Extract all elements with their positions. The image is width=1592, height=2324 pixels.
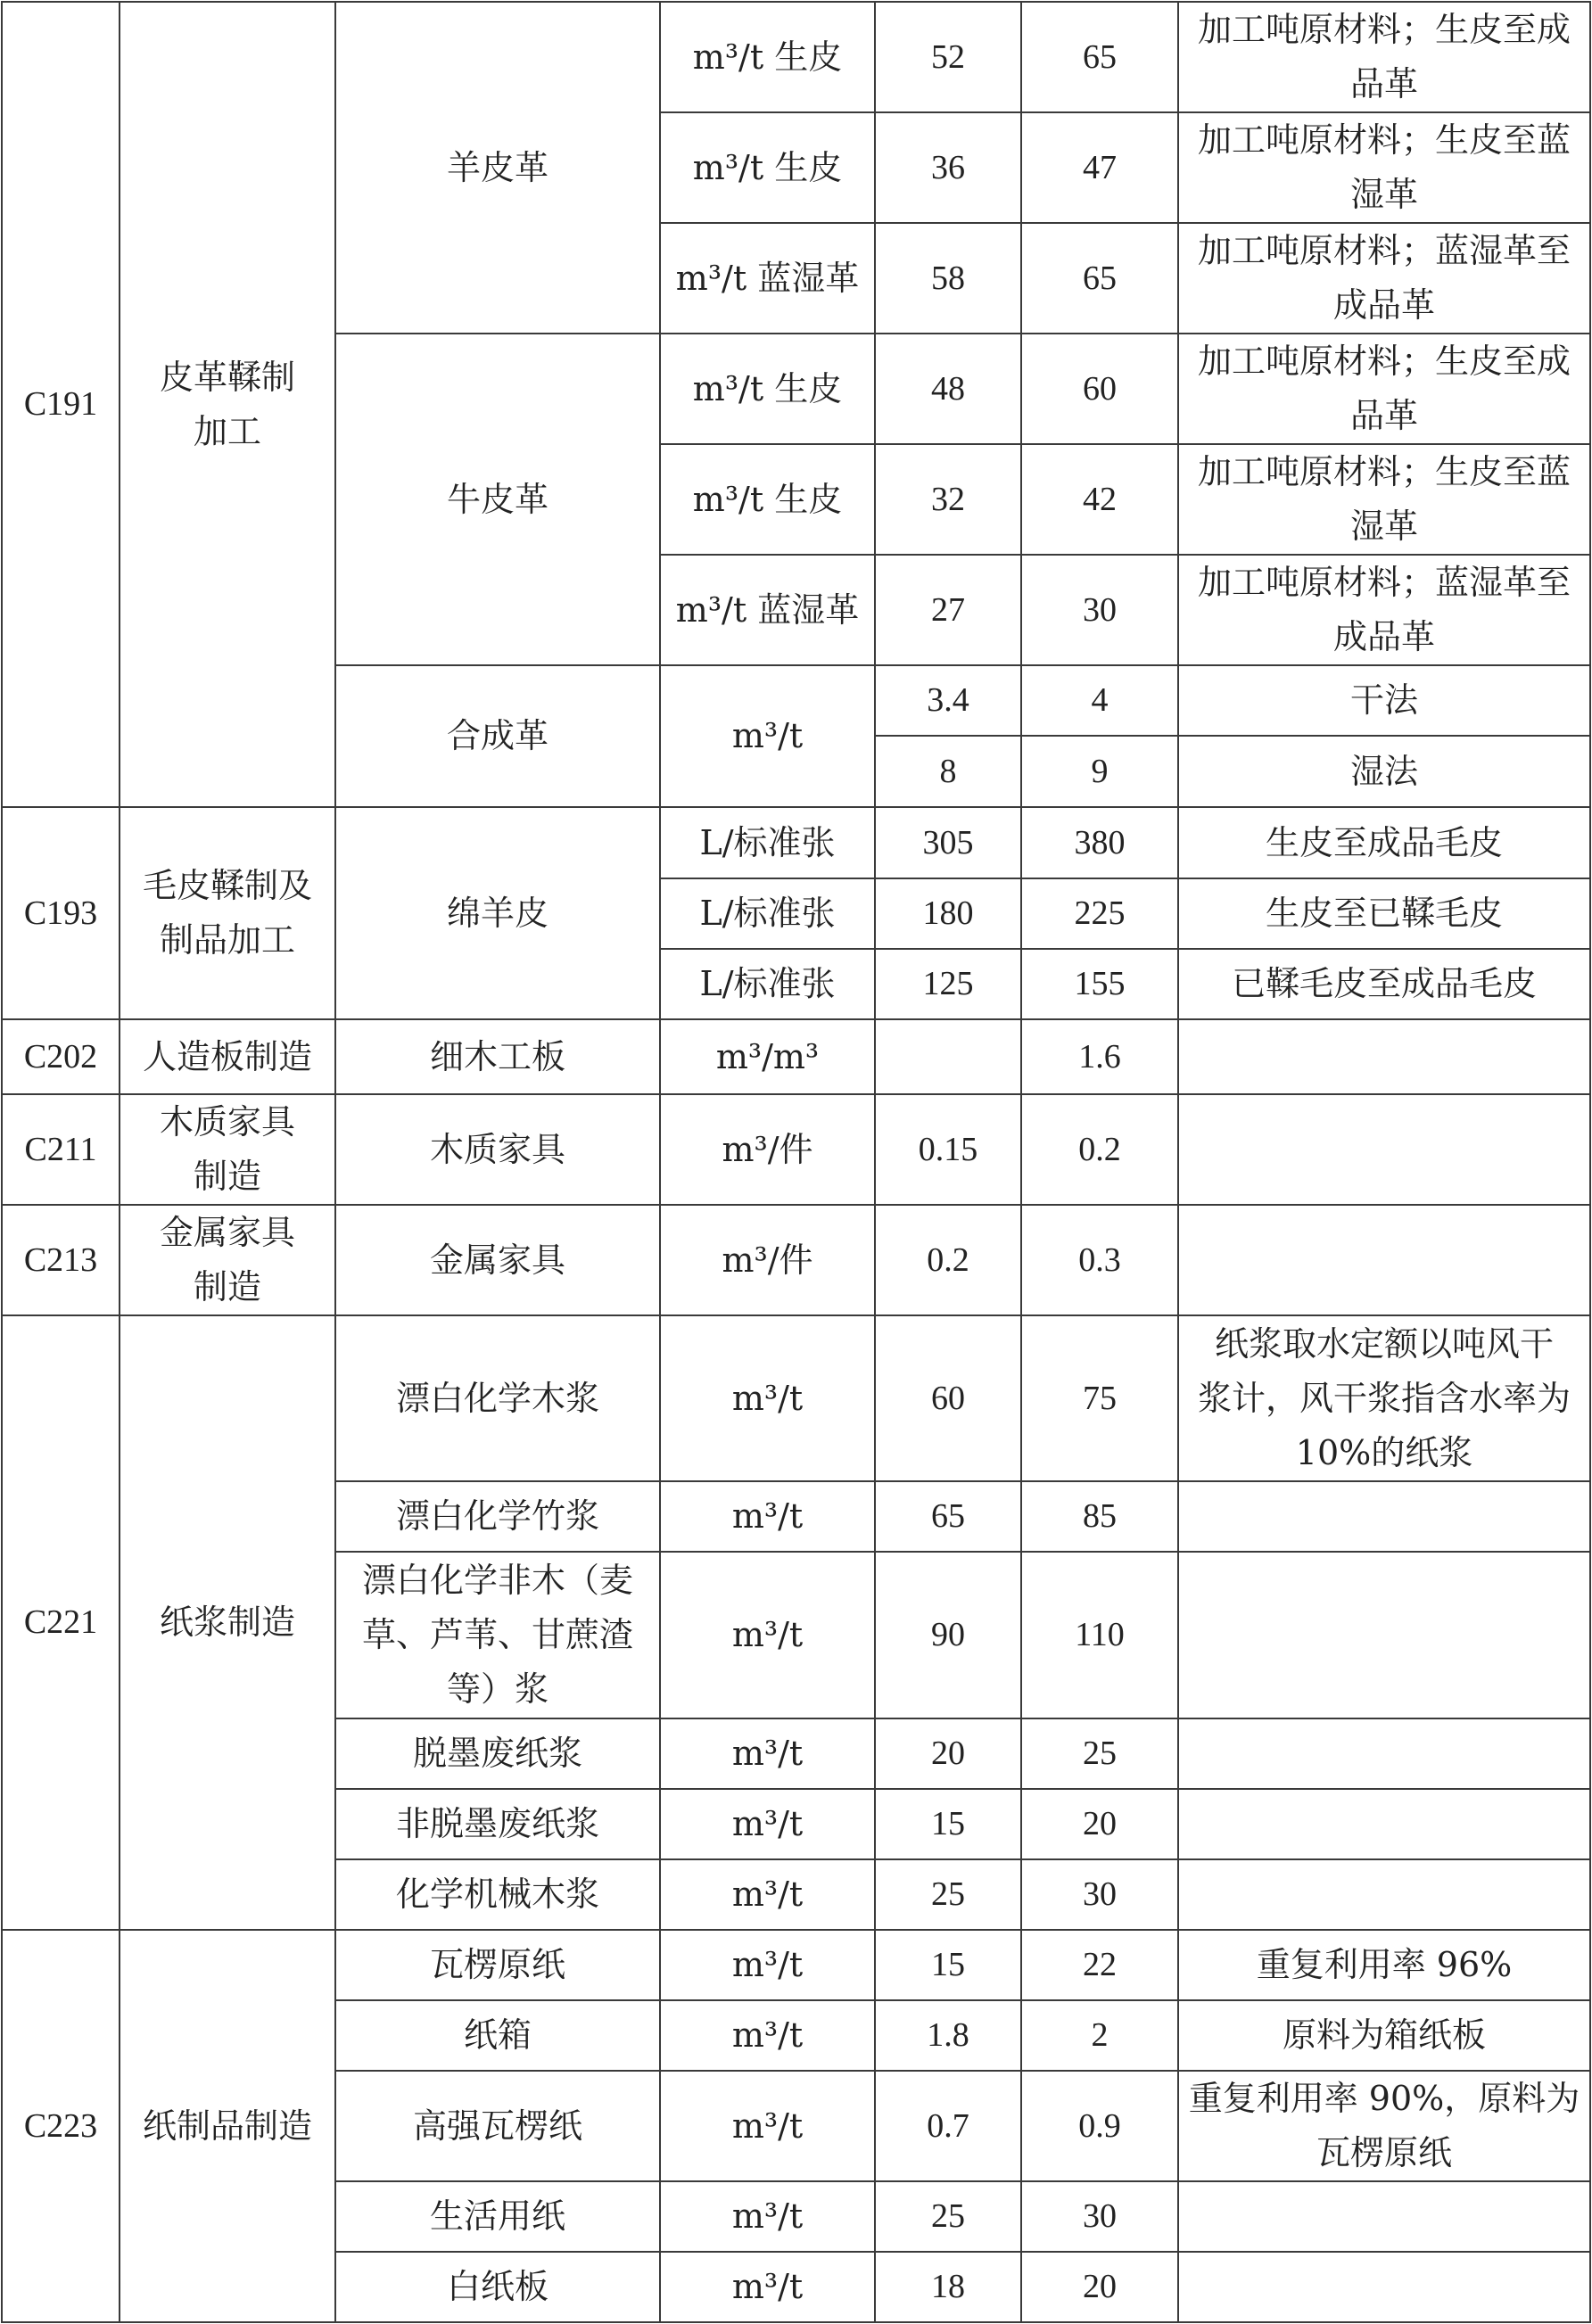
industry-code-cell: C193 — [2, 807, 120, 1019]
note-cell — [1178, 2181, 1590, 2252]
unit-cell: L/标准张 — [660, 807, 875, 878]
unit-cell: m³/t — [660, 2000, 875, 2071]
general-value-cell: 20 — [1021, 1789, 1178, 1859]
product-cell: 漂白化学竹浆 — [335, 1481, 660, 1552]
unit-cell: m³/t — [660, 1552, 875, 1718]
note-cell — [1178, 1859, 1590, 1930]
advanced-value-cell: 48 — [875, 334, 1021, 444]
advanced-value-cell: 20 — [875, 1718, 1021, 1789]
unit-cell: m³/t 生皮 — [660, 444, 875, 555]
table-row — [2, 807, 1590, 878]
industry-name-cell: 金属家具 制造 — [120, 1205, 335, 1315]
product-cell: 细木工板 — [335, 1019, 660, 1094]
general-value-cell: 85 — [1021, 1481, 1178, 1552]
advanced-value-cell: 58 — [875, 223, 1021, 334]
advanced-value-cell: 18 — [875, 2252, 1021, 2322]
unit-cell: m³/t 生皮 — [660, 2, 875, 112]
unit-cell: m³/t — [660, 1481, 875, 1552]
industry-code-cell: C191 — [2, 2, 120, 807]
advanced-value-cell: 0.2 — [875, 1205, 1021, 1315]
note-cell — [1178, 1552, 1590, 1718]
general-value-cell: 1.6 — [1021, 1019, 1178, 1094]
product-cell: 羊皮革 — [335, 2, 660, 334]
note-cell: 加工吨原材料；蓝湿革至 成品革 — [1178, 555, 1590, 665]
product-cell: 金属家具 — [335, 1205, 660, 1315]
general-value-cell: 0.2 — [1021, 1094, 1178, 1205]
unit-cell: m³/t — [660, 2252, 875, 2322]
unit-cell: m³/t — [660, 1789, 875, 1859]
advanced-value-cell: 1.8 — [875, 2000, 1021, 2071]
note-cell: 加工吨原材料；蓝湿革至 成品革 — [1178, 223, 1590, 334]
product-cell: 纸箱 — [335, 2000, 660, 2071]
note-cell: 加工吨原材料；生皮至成 品革 — [1178, 2, 1590, 112]
product-cell: 白纸板 — [335, 2252, 660, 2322]
general-value-cell: 380 — [1021, 807, 1178, 878]
product-cell: 木质家具 — [335, 1094, 660, 1205]
advanced-value-cell: 60 — [875, 1315, 1021, 1481]
advanced-value-cell: 32 — [875, 444, 1021, 555]
note-cell: 重复利用率 96% — [1178, 1930, 1590, 2000]
general-value-cell: 0.3 — [1021, 1205, 1178, 1315]
general-value-cell: 30 — [1021, 555, 1178, 665]
unit-cell: m³/t — [660, 1859, 875, 1930]
unit-cell: m³/t — [660, 2071, 875, 2181]
note-cell — [1178, 1481, 1590, 1552]
product-cell: 漂白化学木浆 — [335, 1315, 660, 1481]
general-value-cell: 60 — [1021, 334, 1178, 444]
note-cell — [1178, 2252, 1590, 2322]
product-cell: 瓦楞原纸 — [335, 1930, 660, 2000]
general-value-cell: 225 — [1021, 878, 1178, 949]
general-value-cell: 75 — [1021, 1315, 1178, 1481]
water-quota-table — [1, 1, 1591, 2323]
advanced-value-cell: 3.4 — [875, 665, 1021, 736]
note-cell: 湿法 — [1178, 736, 1590, 807]
general-value-cell: 110 — [1021, 1552, 1178, 1718]
general-value-cell: 9 — [1021, 736, 1178, 807]
table-row — [2, 1019, 1590, 1094]
general-value-cell: 2 — [1021, 2000, 1178, 2071]
note-cell: 原料为箱纸板 — [1178, 2000, 1590, 2071]
note-cell: 加工吨原材料；生皮至蓝 湿革 — [1178, 112, 1590, 223]
unit-cell: m³/t — [660, 1930, 875, 2000]
industry-code-cell: C202 — [2, 1019, 120, 1094]
industry-name-cell: 纸浆制造 — [120, 1315, 335, 1930]
unit-cell: m³/t — [660, 665, 875, 807]
advanced-value-cell: 90 — [875, 1552, 1021, 1718]
note-cell: 生皮至已鞣毛皮 — [1178, 878, 1590, 949]
general-value-cell: 22 — [1021, 1930, 1178, 2000]
general-value-cell: 155 — [1021, 949, 1178, 1019]
note-cell — [1178, 1205, 1590, 1315]
advanced-value-cell: 25 — [875, 2181, 1021, 2252]
advanced-value-cell: 15 — [875, 1930, 1021, 2000]
advanced-value-cell: 0.15 — [875, 1094, 1021, 1205]
industry-name-cell: 人造板制造 — [120, 1019, 335, 1094]
unit-cell: m³/t 生皮 — [660, 334, 875, 444]
industry-code-cell: C221 — [2, 1315, 120, 1930]
table-row — [2, 1205, 1590, 1315]
table-row — [2, 1930, 1590, 2000]
industry-name-cell: 木质家具 制造 — [120, 1094, 335, 1205]
product-cell: 脱墨废纸浆 — [335, 1718, 660, 1789]
general-value-cell: 30 — [1021, 1859, 1178, 1930]
table-row — [2, 2, 1590, 112]
note-cell — [1178, 1789, 1590, 1859]
industry-code-cell: C223 — [2, 1930, 120, 2322]
product-cell: 牛皮革 — [335, 334, 660, 665]
note-cell: 加工吨原材料；生皮至成 品革 — [1178, 334, 1590, 444]
general-value-cell: 65 — [1021, 223, 1178, 334]
advanced-value-cell: 52 — [875, 2, 1021, 112]
advanced-value-cell: 0.7 — [875, 2071, 1021, 2181]
general-value-cell: 47 — [1021, 112, 1178, 223]
unit-cell: m³/t 蓝湿革 — [660, 555, 875, 665]
general-value-cell: 65 — [1021, 2, 1178, 112]
advanced-value-cell: 8 — [875, 736, 1021, 807]
unit-cell: m³/t — [660, 1315, 875, 1481]
note-cell: 重复利用率 90%，原料为 瓦楞原纸 — [1178, 2071, 1590, 2181]
product-cell: 生活用纸 — [335, 2181, 660, 2252]
advanced-value-cell: 36 — [875, 112, 1021, 223]
note-cell: 加工吨原材料；生皮至蓝 湿革 — [1178, 444, 1590, 555]
note-cell — [1178, 1019, 1590, 1094]
general-value-cell: 0.9 — [1021, 2071, 1178, 2181]
industry-name-cell: 皮革鞣制 加工 — [120, 2, 335, 807]
table-row — [2, 1315, 1590, 1481]
general-value-cell: 20 — [1021, 2252, 1178, 2322]
unit-cell: m³/件 — [660, 1094, 875, 1205]
note-cell: 干法 — [1178, 665, 1590, 736]
general-value-cell: 30 — [1021, 2181, 1178, 2252]
advanced-value-cell: 27 — [875, 555, 1021, 665]
table-row — [2, 1094, 1590, 1205]
general-value-cell: 25 — [1021, 1718, 1178, 1789]
general-value-cell: 42 — [1021, 444, 1178, 555]
advanced-value-cell: 125 — [875, 949, 1021, 1019]
general-value-cell: 4 — [1021, 665, 1178, 736]
unit-cell: m³/件 — [660, 1205, 875, 1315]
advanced-value-cell: 305 — [875, 807, 1021, 878]
product-cell: 非脱墨废纸浆 — [335, 1789, 660, 1859]
advanced-value-cell — [875, 1019, 1021, 1094]
advanced-value-cell: 15 — [875, 1789, 1021, 1859]
product-cell: 合成革 — [335, 665, 660, 807]
unit-cell: m³/t 生皮 — [660, 112, 875, 223]
product-cell: 化学机械木浆 — [335, 1859, 660, 1930]
advanced-value-cell: 180 — [875, 878, 1021, 949]
industry-code-cell: C213 — [2, 1205, 120, 1315]
advanced-value-cell: 25 — [875, 1859, 1021, 1930]
industry-code-cell: C211 — [2, 1094, 120, 1205]
note-cell: 已鞣毛皮至成品毛皮 — [1178, 949, 1590, 1019]
product-cell: 漂白化学非木（麦 草、芦苇、甘蔗渣 等）浆 — [335, 1552, 660, 1718]
unit-cell: L/标准张 — [660, 878, 875, 949]
unit-cell: m³/m³ — [660, 1019, 875, 1094]
unit-cell: m³/t 蓝湿革 — [660, 223, 875, 334]
note-cell: 生皮至成品毛皮 — [1178, 807, 1590, 878]
unit-cell: L/标准张 — [660, 949, 875, 1019]
product-cell: 绵羊皮 — [335, 807, 660, 1019]
unit-cell: m³/t — [660, 1718, 875, 1789]
advanced-value-cell: 65 — [875, 1481, 1021, 1552]
note-cell: 纸浆取水定额以吨风干 浆计，风干浆指含水率为 10%的纸浆 — [1178, 1315, 1590, 1481]
note-cell — [1178, 1094, 1590, 1205]
note-cell — [1178, 1718, 1590, 1789]
unit-cell: m³/t — [660, 2181, 875, 2252]
industry-name-cell: 毛皮鞣制及 制品加工 — [120, 807, 335, 1019]
product-cell: 高强瓦楞纸 — [335, 2071, 660, 2181]
industry-name-cell: 纸制品制造 — [120, 1930, 335, 2322]
